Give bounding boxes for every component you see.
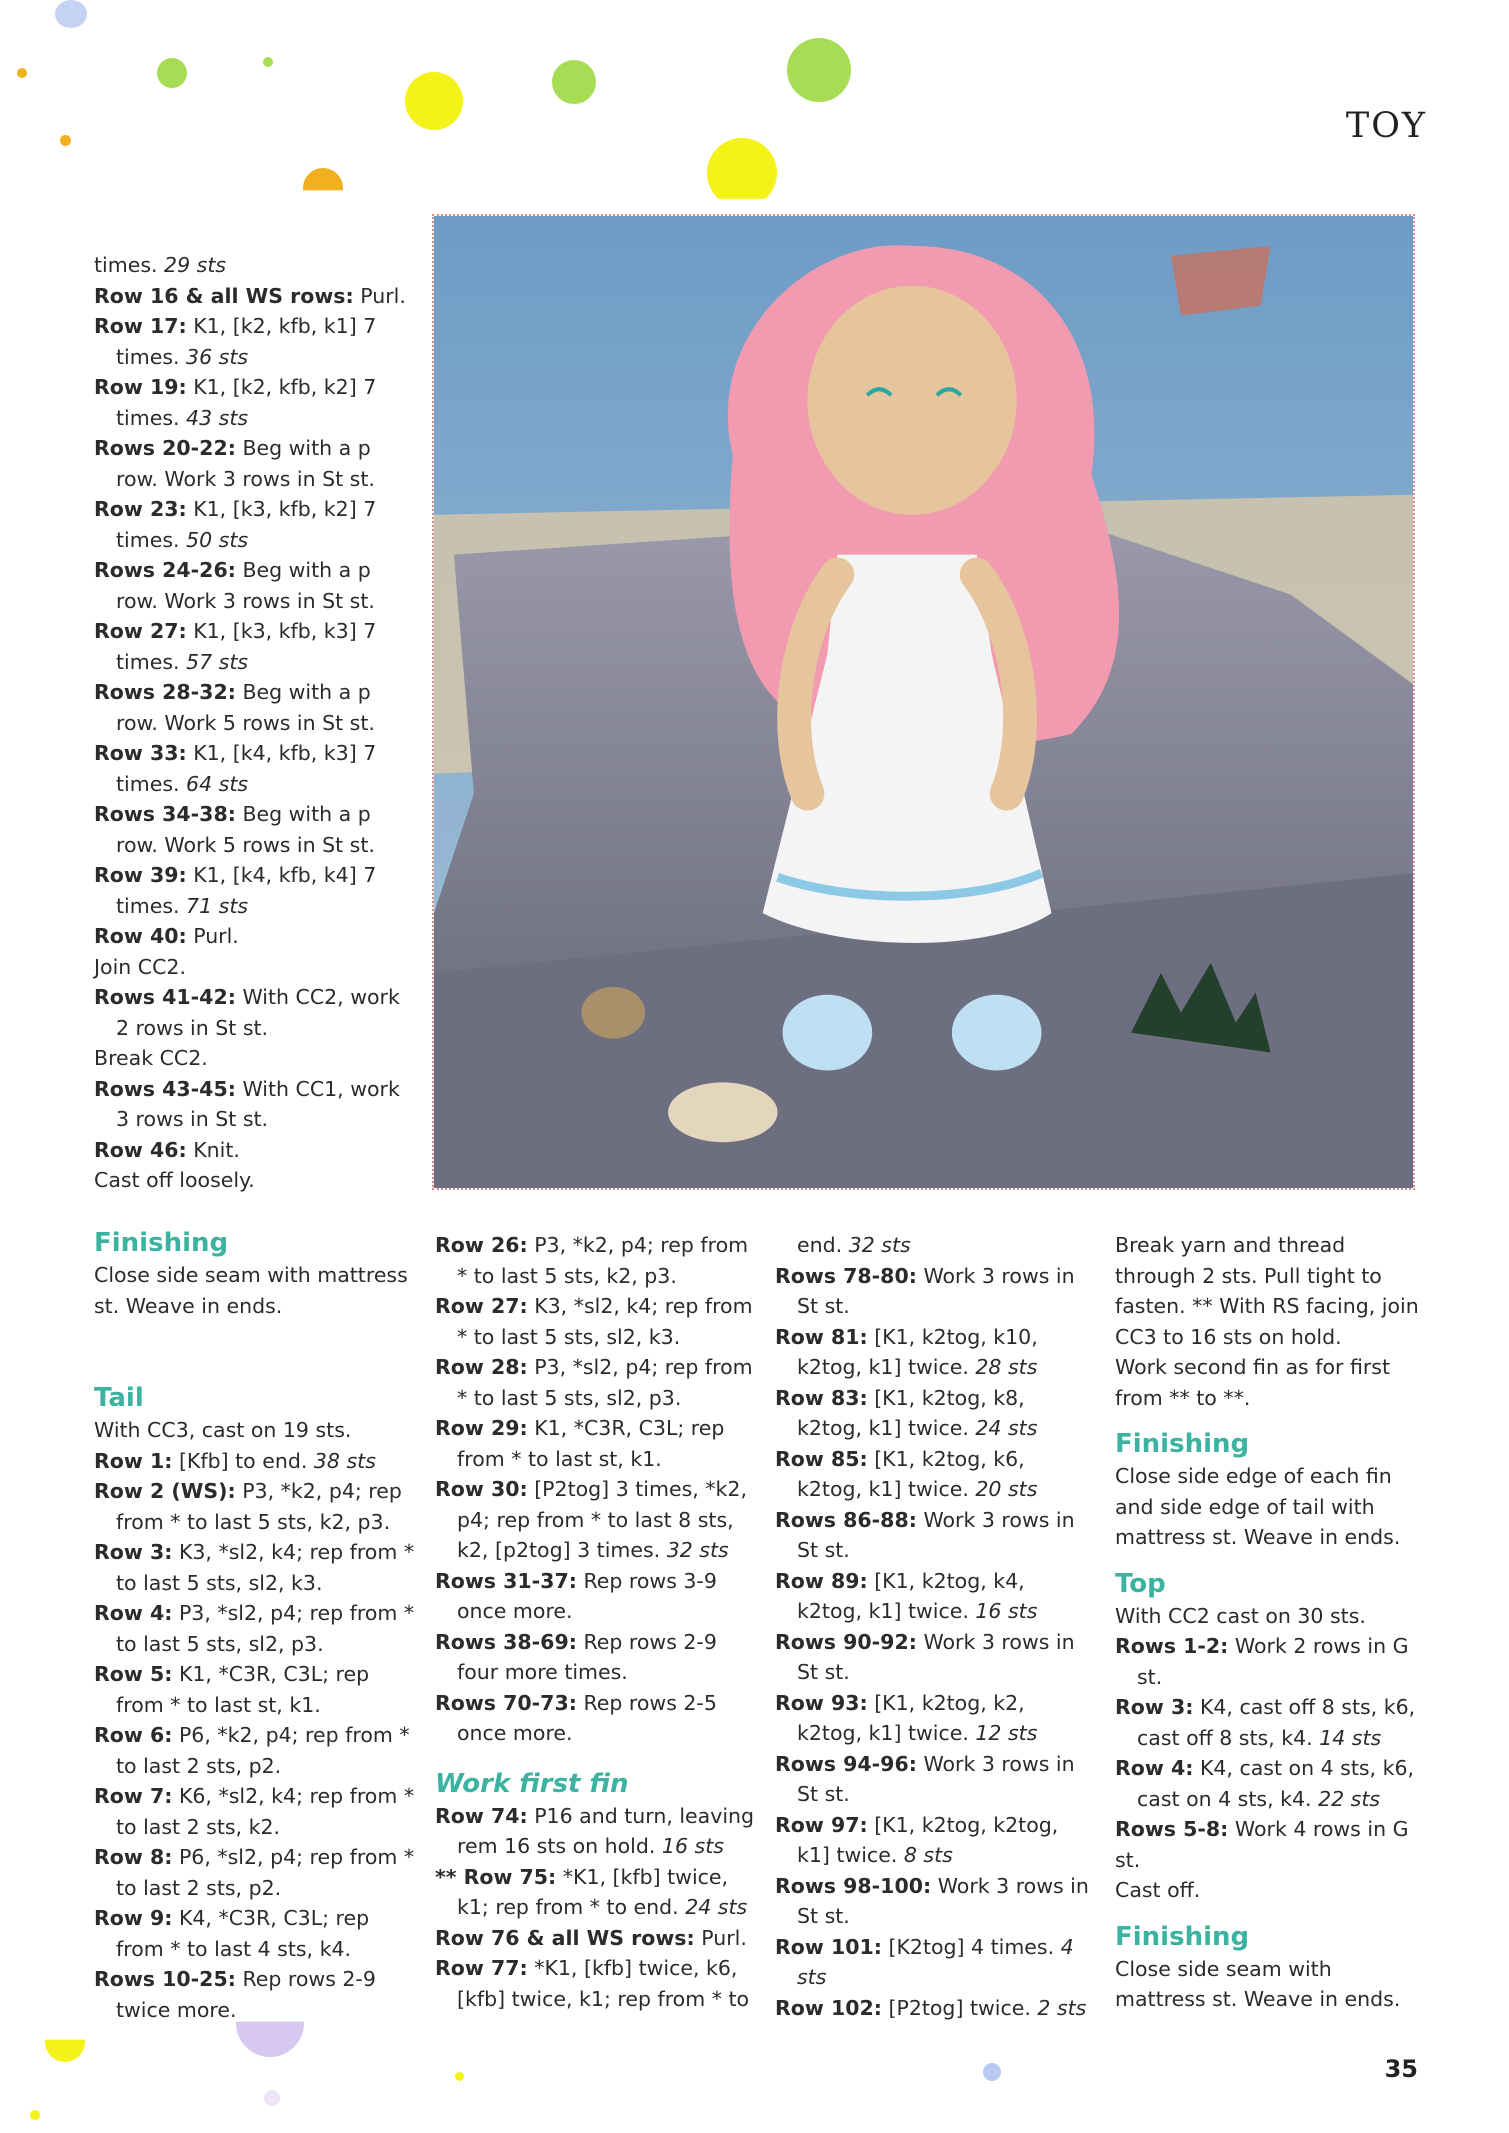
instruction-row	[775, 1627, 1095, 1688]
row-text: P3, *sl2, p4; rep from * to last 5 sts, sl2, p3.	[457, 1355, 753, 1410]
instruction-row	[94, 1781, 416, 1842]
row-text: Join CC2.	[94, 954, 186, 979]
row-text: K1, [k2, kfb, k2] 7 times.	[116, 375, 377, 430]
stitch-count: 16 sts	[661, 1834, 724, 1858]
instruction-row	[1115, 1692, 1427, 1753]
finishing-heading: Finishing	[94, 1228, 229, 1258]
instruction-row	[94, 1446, 416, 1477]
row-label: Row 27:	[435, 1294, 528, 1318]
row-label: ** Row 75:	[435, 1864, 557, 1889]
page-number: 35	[1384, 2055, 1418, 2083]
column-1-lower	[94, 1226, 416, 2025]
decor-dot	[455, 2072, 464, 2081]
instruction-row	[435, 1923, 755, 1954]
stitch-count: 8 sts	[903, 1843, 953, 1867]
decor-dot	[55, 0, 87, 28]
doll-photo	[432, 214, 1415, 1190]
row-label: Row 46:	[94, 1137, 187, 1162]
instruction-row	[94, 1842, 416, 1903]
row-text: [P2tog] twice.	[881, 1995, 1038, 2020]
instruction-row	[94, 952, 416, 983]
row-text: Work 3 rows in St st.	[797, 1263, 1075, 1318]
row-text: K4, cast off 8 sts, k6, cast off 8 sts, k4.	[1137, 1695, 1416, 1750]
column-3	[775, 1230, 1095, 2023]
stitch-count: 24 sts	[975, 1416, 1038, 1440]
row-text: P3, *k2, p4; rep from * to last 5 sts, k2, p3.	[457, 1233, 749, 1288]
instruction-row	[94, 921, 416, 952]
row-text: With CC2 cast on 30 sts.	[1115, 1603, 1366, 1628]
row-text: P3, *sl2, p4; rep from * to last 5 sts, sl2, p3.	[116, 1601, 415, 1656]
instruction-row	[775, 1871, 1095, 1932]
instruction-row	[94, 1135, 416, 1166]
instruction-row	[94, 494, 416, 555]
top-heading: Top	[1115, 1568, 1166, 1599]
row-label: Row 30:	[435, 1477, 528, 1501]
instruction-row	[94, 281, 416, 312]
instruction-row	[94, 1598, 416, 1659]
instruction-row	[435, 1474, 755, 1566]
stitch-count: 50 sts	[186, 527, 249, 552]
row-text: With CC1, work 3 rows in St st.	[116, 1076, 400, 1131]
stitch-count: 57 sts	[186, 649, 249, 674]
instruction-row	[94, 738, 416, 799]
instruction-row	[94, 799, 416, 860]
row-label: Row 9:	[94, 1906, 173, 1930]
instruction-row	[435, 1688, 755, 1749]
instruction-row	[775, 1444, 1095, 1505]
stitch-count: 29 sts	[164, 253, 227, 277]
row-label: Rows 20-22:	[94, 436, 236, 460]
row-text: K1, [k2, kfb, k1] 7 times.	[116, 314, 377, 369]
decor-dot	[264, 2090, 280, 2106]
finishing-heading-2: Finishing	[1115, 1429, 1250, 1459]
decor-dot	[157, 58, 187, 88]
row-text: Work 3 rows in St st.	[797, 1873, 1089, 1928]
tail-heading: Tail	[94, 1383, 144, 1413]
row-label: Row 97:	[775, 1812, 868, 1837]
row-text: Beg with a p row. Work 3 rows in St st.	[116, 558, 375, 613]
row-text: Work 2 rows in G st.	[1137, 1634, 1409, 1689]
row-text: Rep rows 2-9 four more times.	[457, 1629, 717, 1684]
instruction-row	[94, 1659, 416, 1720]
stitch-count: 38 sts	[313, 1448, 376, 1473]
row-label: Rows 10-25:	[94, 1967, 236, 1991]
instruction-row	[775, 1261, 1095, 1322]
row-text: Purl.	[694, 1925, 747, 1950]
row-text: K1, [k3, kfb, k3] 7 times.	[116, 619, 377, 674]
row-label: Rows 34-38:	[94, 802, 236, 826]
decor-dot	[787, 38, 851, 102]
instruction-row	[435, 1352, 755, 1413]
instruction-row	[775, 1505, 1095, 1566]
stitch-count: 43 sts	[186, 405, 249, 430]
instruction-row	[94, 1165, 416, 1196]
row-label: Row 8:	[94, 1845, 173, 1869]
row-label: Row 39:	[94, 863, 187, 887]
instruction-row	[435, 1291, 755, 1352]
stitch-count: 20 sts	[975, 1477, 1038, 1501]
instruction-row	[435, 1413, 755, 1474]
decor-dot	[983, 2063, 1001, 2081]
row-label: Row 28:	[435, 1355, 528, 1379]
row-text: Cast off loosely.	[94, 1168, 255, 1192]
stitch-count: 64 sts	[186, 771, 249, 796]
stitch-count: 2 sts	[1037, 1995, 1087, 2020]
row-label: Row 7:	[94, 1784, 173, 1808]
instruction-row	[1115, 1601, 1427, 1632]
row-text: [Kfb] to end.	[172, 1448, 314, 1473]
finishing-text: Close side seam with mattress st. Weave in ends.	[94, 1263, 408, 1318]
stitch-count: 4 sts	[797, 1934, 1074, 1989]
row-label: Row 4:	[94, 1601, 173, 1625]
instruction-row	[775, 1688, 1095, 1749]
row-label: Rows 43-45:	[94, 1076, 236, 1101]
row-text: K1, [k4, kfb, k3] 7 times.	[116, 741, 377, 796]
col4-rows	[1115, 1230, 1427, 1413]
finishing-text-2: Close side edge of each fin and side edge of tail with mattress st. Weave in ends.	[1115, 1464, 1401, 1549]
row-label: Row 19:	[94, 375, 187, 399]
instruction-row	[94, 1415, 416, 1446]
row-text: K3, *sl2, k4; rep from * to last 5 sts, sl2, k3.	[116, 1540, 415, 1595]
row-label: Row 74:	[435, 1803, 528, 1828]
row-label: Rows 1-2:	[1115, 1634, 1229, 1658]
row-text: K1, *C3R, C3L; rep from * to last st, k1.	[457, 1416, 725, 1471]
instruction-row	[775, 1322, 1095, 1383]
finishing-heading-3: Finishing	[1115, 1921, 1250, 1952]
row-text: [K1, k2tog, k8, k2tog, k1] twice.	[797, 1385, 1025, 1440]
row-text: With CC3, cast on 19 sts.	[94, 1418, 352, 1442]
row-label: Rows 28-32:	[94, 680, 236, 704]
row-text: Rep rows 3-9 once more.	[457, 1568, 717, 1623]
row-text: Cast off.	[1115, 1878, 1201, 1902]
row-label: Rows 5-8:	[1115, 1817, 1229, 1841]
instruction-row	[94, 555, 416, 616]
stitch-count: 32 sts	[848, 1233, 911, 1257]
row-label: Rows 98-100:	[775, 1873, 932, 1898]
decor-dot	[45, 2022, 85, 2062]
instruction-row	[94, 372, 416, 433]
row-text: Beg with a p row. Work 3 rows in St st.	[116, 436, 375, 491]
row-label: Row 93:	[775, 1690, 868, 1715]
row-label: Row 89:	[775, 1568, 868, 1593]
row-label: Rows 38-69:	[435, 1629, 577, 1654]
row-label: Rows 94-96:	[775, 1751, 917, 1776]
fin-rows	[435, 1801, 755, 2015]
row-text: P6, *sl2, p4; rep from * to last 2 sts, p2.	[116, 1845, 415, 1900]
instruction-row	[435, 1953, 755, 2014]
fin-heading: Work first fin	[435, 1768, 629, 1799]
decor-dot	[263, 57, 273, 67]
row-text: Work 4 rows in G st.	[1115, 1817, 1409, 1872]
row-label: Rows 86-88:	[775, 1507, 917, 1532]
column-1	[94, 250, 416, 1196]
row-text: [K1, k2tog, k4, k2tog, k1] twice.	[797, 1568, 1025, 1623]
row-text: K6, *sl2, k4; rep from * to last 2 sts, k2.	[116, 1784, 415, 1839]
row-text: K1, [k4, kfb, k4] 7 times.	[116, 863, 377, 918]
row-label: Row 85:	[775, 1446, 868, 1471]
row-text: [K1, k2tog, k2, k2tog, k1] twice.	[797, 1690, 1025, 1745]
instruction-row	[435, 1566, 755, 1627]
row-label: Row 4:	[1115, 1756, 1194, 1780]
instruction-row	[94, 1720, 416, 1781]
row-text: [P2tog] 3 times, *k2, p4; rep from * to last 8 sts, k2, [p2tog] 3 times.	[457, 1477, 747, 1562]
row-label: Rows 78-80:	[775, 1263, 917, 1288]
instruction-row	[775, 1749, 1095, 1810]
col2-rows	[435, 1230, 755, 1749]
instruction-row	[94, 1537, 416, 1598]
knitted-doll-photo	[434, 216, 1413, 1188]
instruction-row	[94, 677, 416, 738]
row-text: [K1, k2tog, k10, k2tog, k1] twice.	[797, 1324, 1038, 1379]
row-label: Row 23:	[94, 497, 187, 521]
instruction-row	[1115, 1753, 1427, 1814]
row-text: end.	[797, 1233, 849, 1257]
row-text: Break yarn and thread through 2 sts. Pull tight to fasten. ** With RS facing, join CC3 to 16 sts on hold.	[1115, 1233, 1419, 1349]
instruction-row	[775, 1383, 1095, 1444]
row-label: Rows 90-92:	[775, 1629, 917, 1654]
row-text: P6, *k2, p4; rep from * to last 2 sts, p2.	[116, 1723, 410, 1778]
row-label: Row 76 & all WS rows:	[435, 1925, 695, 1950]
finishing-text-3: Close side seam with mattress st. Weave in ends.	[1115, 1956, 1401, 2011]
instruction-row	[435, 1230, 755, 1291]
section-label: TOY	[1345, 106, 1427, 146]
row-label: Row 40:	[94, 924, 187, 948]
decor-dot	[30, 2110, 40, 2120]
row-label: Row 77:	[435, 1956, 528, 1980]
instruction-row	[1115, 1230, 1427, 1352]
row-text: Beg with a p row. Work 5 rows in St st.	[116, 802, 375, 857]
col1-rows	[94, 250, 416, 1196]
decor-dot	[707, 138, 777, 208]
instruction-row	[94, 1476, 416, 1537]
decor-dot	[17, 68, 27, 78]
instruction-row	[94, 1964, 416, 2025]
stitch-count: 24 sts	[685, 1895, 748, 1919]
instruction-row	[435, 1862, 755, 1923]
row-label: Row 83:	[775, 1385, 868, 1410]
instruction-row	[94, 1903, 416, 1964]
col3-rows	[775, 1230, 1095, 2023]
row-label: Row 27:	[94, 619, 187, 643]
row-label: Row 5:	[94, 1662, 173, 1686]
row-text: Rep rows 2-5 once more.	[457, 1690, 717, 1745]
row-label: Row 3:	[1115, 1695, 1194, 1719]
row-label: Row 26:	[435, 1233, 528, 1257]
row-text: K4, *C3R, C3L; rep from * to last 4 sts, k4.	[116, 1906, 370, 1961]
instruction-row	[94, 1043, 416, 1074]
tail-rows	[94, 1415, 416, 2025]
row-label: Row 1:	[94, 1448, 173, 1473]
column-4	[1115, 1230, 1427, 2015]
instruction-row	[1115, 1631, 1427, 1692]
column-2	[435, 1230, 755, 2014]
decor-dot	[405, 72, 463, 130]
instruction-row	[775, 1230, 1095, 1261]
instruction-row	[94, 1074, 416, 1135]
row-label: Row 2 (WS):	[94, 1479, 236, 1503]
row-text: P3, *k2, p4; rep from * to last 5 sts, k2, p3.	[116, 1479, 402, 1534]
stitch-count: 14 sts	[1319, 1725, 1382, 1750]
row-text: P16 and turn, leaving rem 16 sts on hold.	[457, 1803, 755, 1858]
row-text: Purl.	[353, 283, 406, 308]
row-label: Row 29:	[435, 1416, 528, 1440]
stitch-count: 36 sts	[186, 344, 249, 369]
row-text: [K2tog] 4 times.	[881, 1934, 1061, 1959]
instruction-row	[1115, 1352, 1427, 1413]
stitch-count: 16 sts	[975, 1599, 1038, 1623]
instruction-row	[775, 1932, 1095, 1993]
stitch-count: 22 sts	[1318, 1786, 1381, 1811]
row-label: Row 102:	[775, 1995, 882, 2020]
row-text: Work second fin as for first from ** to **.	[1115, 1355, 1390, 1410]
row-label: Row 81:	[775, 1324, 868, 1349]
row-text: times.	[94, 253, 165, 277]
row-text: Work 3 rows in St st.	[797, 1507, 1075, 1562]
row-label: Row 101:	[775, 1934, 882, 1959]
row-label: Row 33:	[94, 741, 187, 765]
instruction-row	[775, 1566, 1095, 1627]
row-text: K3, *sl2, k4; rep from * to last 5 sts, sl2, k3.	[457, 1294, 753, 1349]
instruction-row	[94, 433, 416, 494]
row-text: K1, *C3R, C3L; rep from * to last st, k1.	[116, 1662, 370, 1717]
instruction-row	[435, 1627, 755, 1688]
row-label: Row 16 & all WS rows:	[94, 283, 354, 308]
stitch-count: 32 sts	[666, 1538, 729, 1562]
row-text: K1, [k3, kfb, k2] 7 times.	[116, 497, 377, 552]
row-label: Row 17:	[94, 314, 187, 338]
row-label: Rows 70-73:	[435, 1690, 577, 1715]
row-text: [K1, k2tog, k6, k2tog, k1] twice.	[797, 1446, 1025, 1501]
decor-dot	[303, 168, 343, 208]
row-text: Beg with a p row. Work 5 rows in St st.	[116, 680, 375, 735]
top-rows	[1115, 1601, 1427, 1906]
row-text: Work 3 rows in St st.	[797, 1751, 1075, 1806]
row-label: Row 3:	[94, 1540, 173, 1564]
decor-dot	[60, 135, 71, 146]
stitch-count: 12 sts	[975, 1721, 1038, 1745]
stitch-count: 28 sts	[975, 1355, 1038, 1379]
instruction-row	[94, 982, 416, 1043]
row-text: Knit.	[186, 1137, 240, 1162]
row-text: Rep rows 2-9 twice more.	[116, 1967, 376, 2022]
row-text: Work 3 rows in St st.	[797, 1629, 1075, 1684]
instruction-row	[94, 311, 416, 372]
row-label: Rows 41-42:	[94, 985, 236, 1009]
instruction-row	[435, 1801, 755, 1862]
row-text: With CC2, work 2 rows in St st.	[116, 985, 400, 1040]
decor-dot	[552, 60, 596, 104]
row-label: Rows 31-37:	[435, 1568, 577, 1593]
instruction-row	[1115, 1814, 1427, 1875]
stitch-count: 71 sts	[186, 893, 249, 918]
instruction-row	[94, 860, 416, 921]
instruction-row	[775, 1993, 1095, 2024]
row-label: Row 6:	[94, 1723, 173, 1747]
instruction-row	[94, 250, 416, 281]
instruction-row	[775, 1810, 1095, 1871]
row-text: *K1, [kfb] twice, k1; rep from * to end.	[457, 1864, 729, 1919]
row-text: Purl.	[186, 924, 239, 948]
instruction-row	[94, 616, 416, 677]
row-text: Break CC2.	[94, 1046, 208, 1070]
row-label: Rows 24-26:	[94, 558, 236, 582]
row-text: *K1, [kfb] twice, k6, [kfb] twice, k1; rep from * to	[457, 1956, 750, 2011]
row-text: [K1, k2tog, k2tog, k1] twice.	[797, 1812, 1059, 1867]
row-text: K4, cast on 4 sts, k6, cast on 4 sts, k4.	[1137, 1756, 1414, 1811]
instruction-row	[1115, 1875, 1427, 1906]
